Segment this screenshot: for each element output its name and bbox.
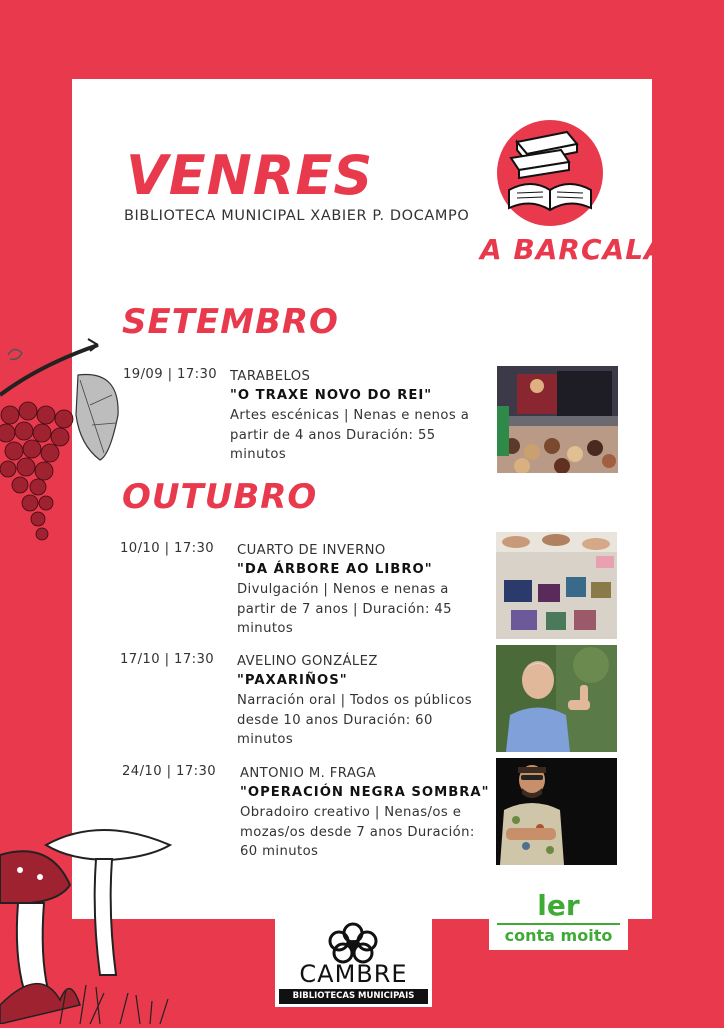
- month-heading-outubro: OUTUBRO: [122, 477, 318, 517]
- puppet-show-children-photo: [497, 366, 618, 473]
- grapes-illustration: [0, 335, 125, 550]
- event-performer: CUARTO DE INVERNO: [237, 543, 386, 558]
- event-item: [120, 541, 490, 636]
- mushroom-illustration: [0, 815, 180, 1024]
- cambre-logo-tagline: BIBLIOTECAS MUNICIPAIS: [292, 991, 415, 1001]
- event-date: 17/10 | 17:30: [120, 652, 215, 667]
- event-description: Obradoiro creativo | Nenas/os e mozas/os desde 7 anos Duración: 60 minutos: [240, 805, 475, 859]
- event-date: 10/10 | 17:30: [120, 541, 215, 556]
- paper-craft-table-photo: [496, 532, 617, 639]
- portrait-photo: [496, 758, 617, 865]
- cambre-logo: [275, 915, 432, 1007]
- library-name: BIBLIOTECA MUNICIPAL XABIER P. DOCAMPO: [124, 208, 470, 224]
- event-item: [120, 652, 490, 747]
- ler-logo-word: ler: [537, 889, 580, 922]
- event-performer: ANTONIO M. FRAGA: [240, 766, 377, 781]
- event-description: Artes escénicas | Nenas e nenos a partir de 4 anos Duración: 55 minutos: [230, 408, 470, 462]
- event-date: 24/10 | 17:30: [122, 764, 217, 779]
- location-name: A BARCALA: [480, 233, 667, 266]
- month-heading-setembro: SETEMBRO: [122, 302, 339, 342]
- ler-logo-tagline: conta moito: [504, 926, 613, 945]
- event-performer: AVELINO GONZÁLEZ: [237, 654, 378, 669]
- books-icon: [497, 120, 603, 226]
- event-performer: TARABELOS: [230, 369, 311, 384]
- cambre-logo-name: CAMBRE: [299, 960, 408, 988]
- storyteller-photo: [496, 645, 617, 752]
- ler-conta-moito-logo: [489, 889, 628, 950]
- page-title: VENRES: [126, 144, 374, 207]
- event-date: 19/09 | 17:30: [123, 367, 218, 382]
- event-title: "OPERACIÓN NEGRA SOMBRA": [240, 785, 490, 800]
- event-title: "DA ÁRBORE AO LIBRO": [237, 562, 433, 577]
- event-item: [123, 367, 493, 467]
- event-title: "O TRAXE NOVO DO REI": [230, 388, 433, 403]
- event-title: "PAXARIÑOS": [237, 673, 348, 688]
- event-description: Divulgación | Nenos e nenas a partir de 7 anos | Duración: 45 minutos: [237, 582, 452, 636]
- event-description: Narración oral | Todos os públicos desde 10 anos Duración: 60 minutos: [237, 693, 472, 747]
